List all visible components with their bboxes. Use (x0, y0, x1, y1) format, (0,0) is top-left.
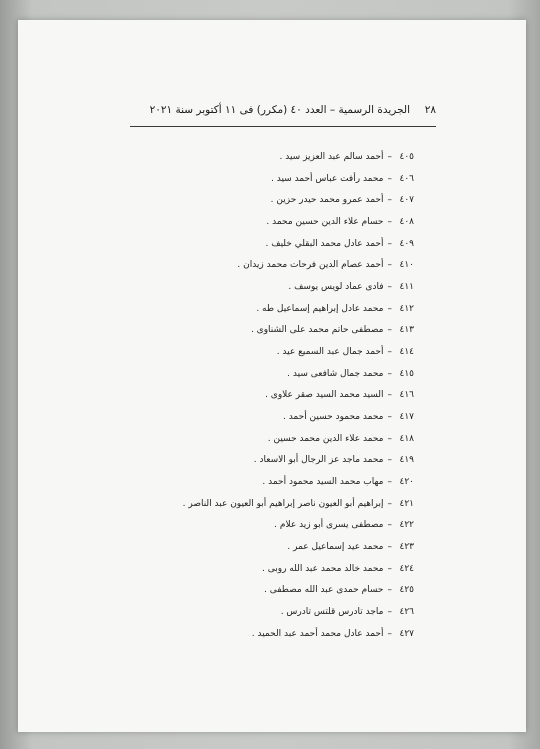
list-item (183, 255, 414, 277)
entry-number: ٤١٩ (399, 455, 414, 466)
entry-separator: – (387, 238, 392, 249)
list-item (183, 602, 414, 624)
list-item (183, 212, 414, 234)
entry-number: ٤١٤ (399, 347, 414, 358)
list-item (183, 169, 414, 191)
entry-name: أحمد عصام الدين فرحات محمد زيدان . (237, 260, 384, 271)
entry-separator: – (387, 217, 392, 228)
list-item (183, 472, 414, 494)
entry-separator: – (387, 585, 392, 596)
list-item (183, 515, 414, 537)
entry-separator: – (387, 628, 392, 639)
entry-name: أحمد سالم عبد العزيز سيد . (279, 152, 384, 162)
entry-name: محمد خالد محمد عبد الله روبى . (262, 563, 384, 574)
entry-number: ٤١١ (399, 282, 414, 293)
list-item (183, 580, 414, 602)
entry-separator: – (387, 152, 392, 162)
entry-name: محمد ماجد عز الرجال أبو الاسعاد . (253, 455, 384, 466)
entry-number: ٤٢٥ (399, 585, 414, 596)
entry-name: حسام حمدى عبد الله مصطفى . (263, 585, 384, 596)
entry-separator: – (387, 542, 392, 553)
entry-name: إبراهيم أبو العيون ناصر إبراهيم أبو العيون عبد الناصر . (182, 498, 384, 509)
list-item (183, 190, 414, 212)
list-item (183, 342, 414, 364)
entry-separator: – (387, 347, 392, 358)
entry-number: ٤٠٧ (399, 195, 414, 206)
entry-separator: – (387, 173, 392, 184)
entry-number: ٤٢١ (399, 498, 414, 509)
list-item (183, 559, 414, 581)
list-item (183, 299, 414, 321)
entry-number: ٤٢٧ (399, 628, 414, 639)
list-item (183, 624, 414, 646)
entry-separator: – (387, 303, 392, 314)
entry-name: مصطفى حاتم محمد على الشناوى . (250, 325, 384, 336)
entry-separator: – (387, 412, 392, 423)
entry-number: ٤٢٢ (399, 520, 414, 531)
entry-separator: – (387, 325, 392, 336)
list-item (183, 234, 414, 256)
entry-name: ماجد تادرس قلتس تادرس . (280, 607, 384, 618)
entry-name: محمد عادل إبراهيم إسماعيل طه . (256, 303, 384, 314)
list-item (183, 277, 414, 299)
list-item (183, 494, 414, 516)
entry-name: محمد عيد إسماعيل عمر . (287, 542, 384, 553)
entry-number: ٤١٦ (399, 390, 414, 401)
entry-name: أحمد جمال عبد السميع عيد . (276, 347, 384, 358)
entry-number: ٤٢٦ (399, 607, 414, 618)
entry-number: ٤١٢ (399, 303, 414, 314)
entry-name: فادى عماد لويس يوسف . (288, 282, 384, 293)
entry-separator: – (387, 607, 392, 618)
entry-separator: – (387, 433, 392, 444)
list-item (183, 385, 414, 407)
entry-separator: – (387, 260, 392, 271)
entry-separator: – (387, 455, 392, 466)
entry-number: ٤٠٩ (399, 238, 414, 249)
list-item (183, 429, 414, 451)
entry-name: السيد محمد السيد صقر علاوى . (265, 390, 384, 401)
entry-separator: – (387, 368, 392, 379)
entry-number: ٤١٠ (399, 260, 414, 271)
entry-number: ٤٠٦ (399, 173, 414, 184)
entry-number: ٤١٣ (399, 325, 414, 336)
entry-separator: – (387, 282, 392, 293)
entry-separator: – (387, 390, 392, 401)
entry-number: ٤٠٥ (399, 152, 414, 162)
page-number: ٢٨ (424, 104, 436, 116)
entry-separator: – (387, 563, 392, 574)
entry-number: ٤٢٣ (399, 542, 414, 553)
list-item (183, 147, 414, 169)
gazette-title: الجريدة الرسمية – العدد ٤٠ (مكرر) فى ١١ أكتوبر سنة ٢٠٢١ (149, 104, 410, 116)
entry-name: مهاب محمد السيد محمود أحمد . (262, 477, 384, 488)
entry-name: أحمد عادل محمد البقلي خليف . (265, 238, 384, 249)
entry-name: محمد جمال شافعى سيد . (287, 368, 384, 379)
entry-name: حسام علاء الدين حسين محمد . (266, 217, 384, 228)
list-item (183, 537, 414, 559)
page-header (130, 104, 436, 122)
entry-name: أحمد عادل محمد أحمد عبد الحميد . (251, 628, 384, 639)
entry-number: ٤٢٤ (399, 563, 414, 574)
header-divider (130, 126, 436, 127)
entry-number: ٤١٥ (399, 368, 414, 379)
entry-separator: – (387, 195, 392, 206)
entry-name: محمد علاء الدين محمد حسين . (267, 433, 384, 444)
entry-name: مصطفى يسرى أبو زيد علام . (274, 520, 384, 531)
list-item (183, 450, 414, 472)
entry-number: ٤١٧ (399, 412, 414, 423)
entry-name: محمد رأفت عباس أحمد سيد . (271, 173, 384, 184)
list-item (183, 364, 414, 386)
entry-name: محمد محمود حسين أحمد . (282, 412, 384, 423)
entry-number: ٤١٨ (399, 433, 414, 444)
entry-separator: – (387, 477, 392, 488)
entry-separator: – (387, 498, 392, 509)
entry-separator: – (387, 520, 392, 531)
entry-number: ٤٢٠ (399, 477, 414, 488)
list-item (183, 407, 414, 429)
entry-name: أحمد عمرو محمد حيدر حزين . (270, 195, 384, 206)
list-item (183, 320, 414, 342)
names-list (183, 147, 414, 645)
entry-number: ٤٠٨ (399, 217, 414, 228)
